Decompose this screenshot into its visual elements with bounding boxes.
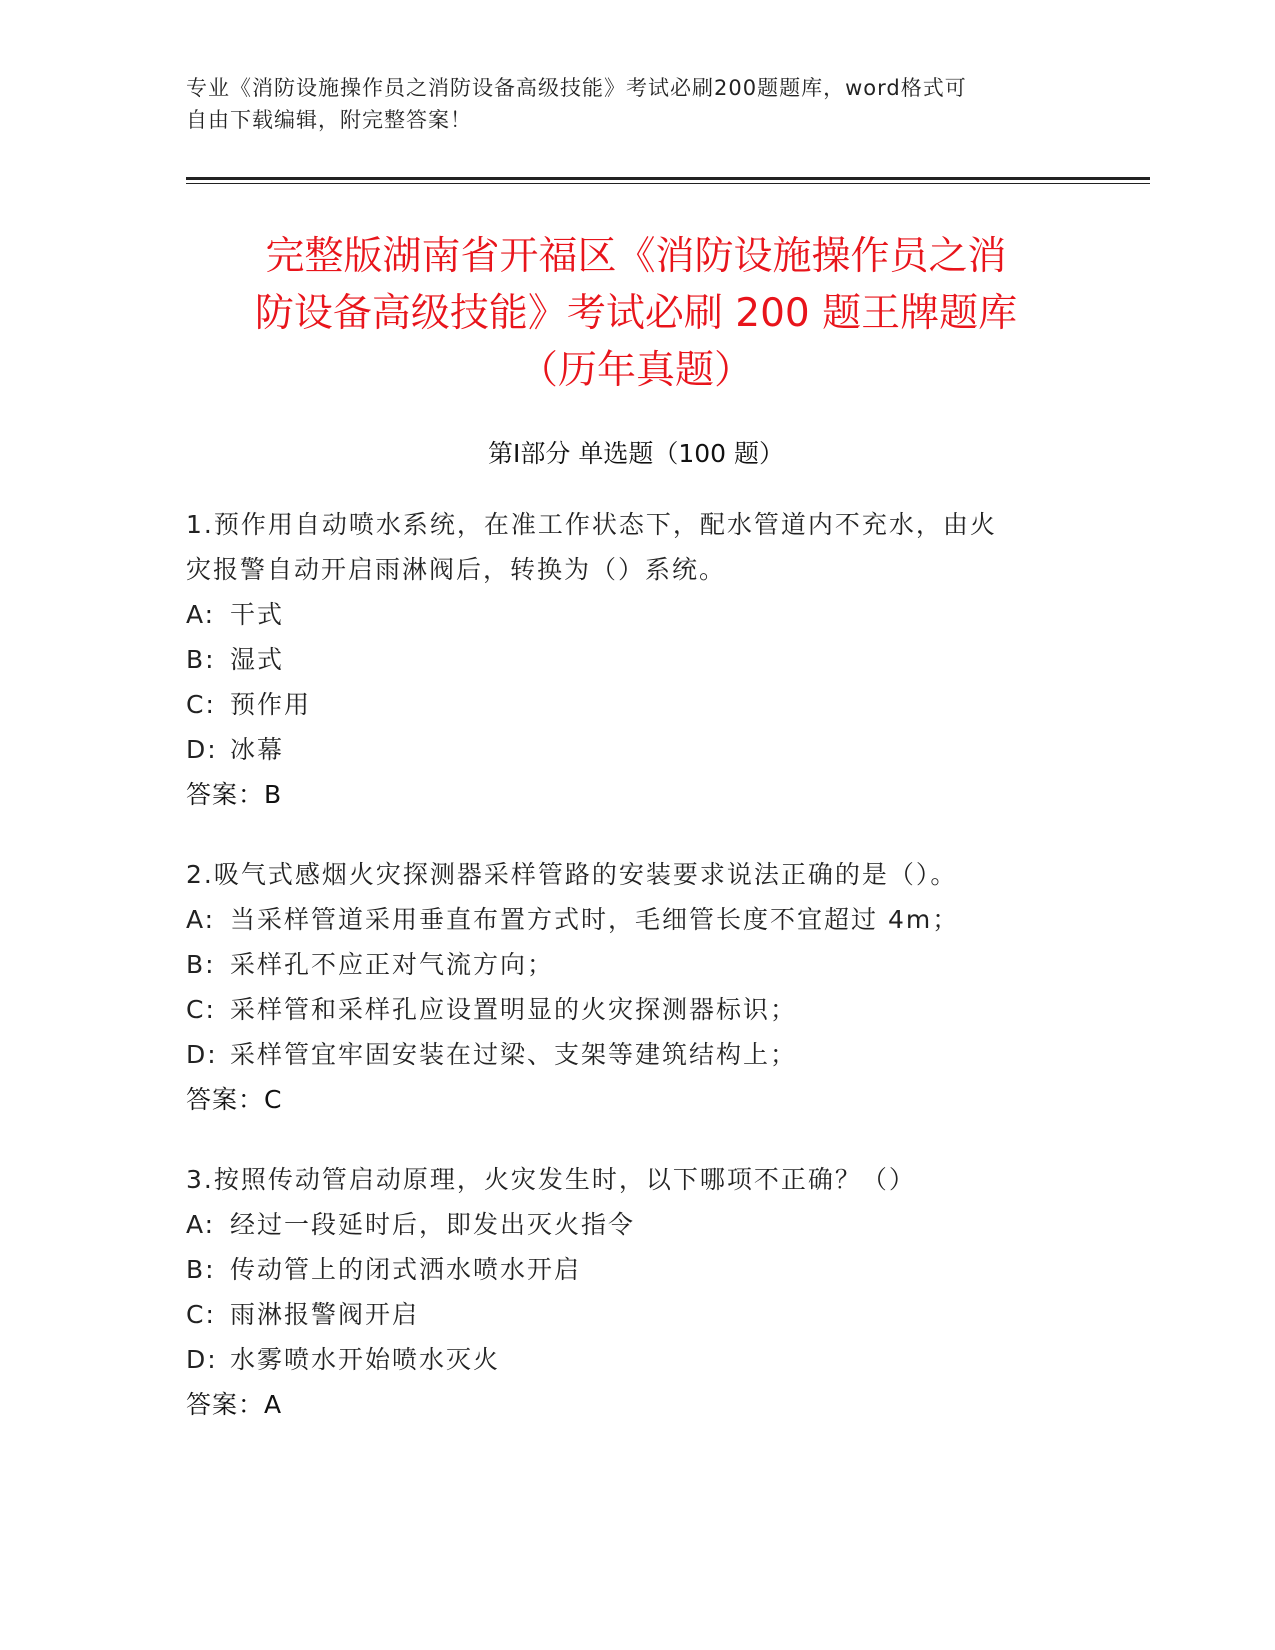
- option-letter: D:: [186, 1345, 218, 1374]
- question-stem-line: 2.吸气式感烟火灾探测器采样管路的安装要求说法正确的是（）。: [186, 860, 958, 889]
- option-letter: A:: [186, 1210, 216, 1239]
- option-text: 湿式: [230, 645, 285, 674]
- question-stem-line: 3.按照传动管启动原理，火灾发生时，以下哪项不正确？（）: [186, 1165, 916, 1194]
- title-line-1: 完整版湖南省开福区《消防设施操作员之消: [265, 234, 1007, 279]
- header-divider-thick: [186, 177, 1150, 180]
- option-c: [186, 682, 1086, 727]
- option-letter: B:: [186, 950, 216, 979]
- option-letter: C:: [186, 995, 216, 1024]
- answer-line: 答案：C: [186, 1085, 283, 1114]
- answer-line: 答案：A: [186, 1390, 283, 1419]
- option-d: [186, 1032, 1086, 1077]
- option-text: 当采样管道采用垂直布置方式时，毛细管长度不宜超过 4m；: [230, 905, 960, 934]
- question-stem-line: 灾报警自动开启雨淋阀后，转换为（）系统。: [186, 555, 727, 584]
- option-d: [186, 1337, 1086, 1382]
- option-letter: B:: [186, 1255, 216, 1284]
- option-c: [186, 1292, 1086, 1337]
- option-a: [186, 897, 1086, 942]
- option-text: 雨淋报警阀开启: [230, 1300, 420, 1329]
- section-heading: 第Ⅰ部分 单选题（100 题）: [488, 439, 784, 468]
- option-text: 经过一段延时后，即发出灭火指令: [230, 1210, 636, 1239]
- header-divider-thin: [186, 183, 1150, 184]
- option-letter: B:: [186, 645, 216, 674]
- question-3: [186, 1157, 1086, 1427]
- option-b: [186, 1247, 1086, 1292]
- title-line-3: （历年真题）: [518, 348, 753, 393]
- option-a: [186, 592, 1086, 637]
- option-letter: A:: [186, 905, 216, 934]
- option-b: [186, 942, 1086, 987]
- option-text: 采样孔不应正对气流方向；: [230, 950, 555, 979]
- option-letter: A:: [186, 600, 216, 629]
- header-note-line-1: 专业《消防设施操作员之消防设备高级技能》考试必刷200题题库，word格式可: [186, 76, 967, 100]
- option-text: 干式: [230, 600, 285, 629]
- question-stem-line: 1.预作用自动喷水系统，在准工作状态下，配水管道内不充水，由火: [186, 510, 997, 539]
- option-b: [186, 637, 1086, 682]
- question-1: [186, 502, 1086, 817]
- option-text: 冰幕: [230, 735, 285, 764]
- header-note: [186, 72, 1086, 136]
- option-letter: C:: [186, 1300, 216, 1329]
- option-text: 传动管上的闭式洒水喷水开启: [230, 1255, 582, 1284]
- option-text: 预作用: [230, 690, 312, 719]
- header-note-line-2: 自由下载编辑，附完整答案！: [186, 108, 472, 132]
- answer-line: 答案：B: [186, 780, 283, 809]
- option-d: [186, 727, 1086, 772]
- option-c: [186, 987, 1086, 1032]
- option-letter: C:: [186, 690, 216, 719]
- option-letter: D:: [186, 1040, 218, 1069]
- option-letter: D:: [186, 735, 218, 764]
- document-title: [186, 228, 1086, 399]
- option-text: 采样管宜牢固安装在过梁、支架等建筑结构上；: [230, 1040, 798, 1069]
- option-text: 采样管和采样孔应设置明显的火灾探测器标识；: [230, 995, 798, 1024]
- question-2: [186, 852, 1086, 1122]
- option-text: 水雾喷水开始喷水灭火: [230, 1345, 501, 1374]
- title-line-2: 防设备高级技能》考试必刷 200 题王牌题库: [254, 291, 1018, 336]
- option-a: [186, 1202, 1086, 1247]
